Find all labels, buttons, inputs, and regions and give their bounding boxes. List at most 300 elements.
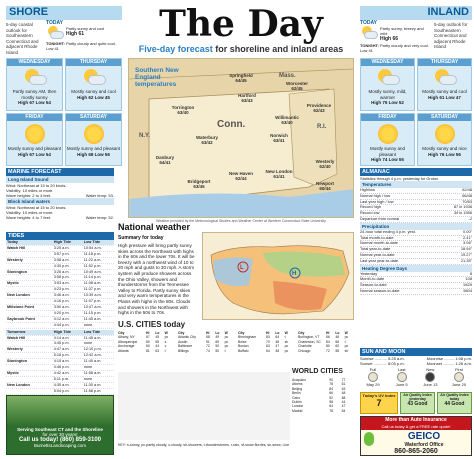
tide-row xyxy=(6,245,114,251)
tide-cell: 4:45 p.m. xyxy=(53,341,83,347)
tide-cell: 4:42 a.m. xyxy=(53,370,83,376)
shore-day-text: Mostly sunny and pleasant xyxy=(7,146,62,151)
map-city-temp: 60/44 xyxy=(319,186,331,191)
us-city-cell: 81 xyxy=(146,348,150,353)
regional-map xyxy=(128,58,354,218)
world-city-cell: Berlin xyxy=(292,391,301,396)
inland-day-text: Mostly sunny and cool xyxy=(422,89,467,94)
tide-cell: New London xyxy=(6,382,53,388)
sunset: Sunset ............ 8:05 p.m. xyxy=(360,361,405,366)
us-city-cell: c xyxy=(164,344,167,349)
svg-text:L: L xyxy=(240,265,244,271)
us-city-cell: pc xyxy=(224,344,229,349)
us-cities-header: U.S. CITIES today xyxy=(118,320,186,329)
tide-cell: 5:04 p.m. xyxy=(53,388,83,394)
map-city-temp: 63/41 xyxy=(273,138,285,143)
world-city-cell: Acapulco xyxy=(292,378,306,382)
us-city-row xyxy=(298,349,354,353)
ad-line2: for over 30 years! xyxy=(42,432,78,437)
map-city-temp: 62/43 xyxy=(313,108,325,113)
us-cities-column xyxy=(238,331,294,367)
tide-row xyxy=(6,359,114,365)
almanac-value: 19.27" xyxy=(460,251,472,257)
us-city-cell: 72 xyxy=(206,344,210,349)
us-city-cell: Atlantic City xyxy=(178,335,196,340)
national-text: High pressure will bring partly sunny skies across the Northeast with highs in the 60s and the lower 70s. It will be breezy with a northwest wind of 10 to 20 mph and gusts to 30 mph. A storm system will produce showers across the Ohio Valley, showers and thunderstorms from the Tennessee Valley to Florida. Partly sunny skies and very warm temperatures in the Plains with highs in the 80s. Clouds and showers in the Northwest with highs in the 50s to 70s. xyxy=(118,243,195,316)
tide-cell: 4:46 p.m. xyxy=(53,365,83,371)
us-city-row xyxy=(238,349,294,353)
map-city-name: Bridgeport xyxy=(187,179,211,184)
inland-today-text: Partly sunny, breezy and mild xyxy=(379,26,424,36)
map-city xyxy=(183,179,215,189)
marine-forecast xyxy=(6,168,114,230)
almanac-label: 24-hour total ending 4 p.m. yest. xyxy=(360,228,416,234)
moon-phase-date: June 5 xyxy=(395,382,408,387)
shore-note: 5-day coastal outlook for Southeastern Connecticut and adjacent Rhode Island xyxy=(6,22,39,55)
us-map-shapes xyxy=(203,233,354,320)
tide-cell: 3:25 a.m. xyxy=(53,245,83,251)
us-city-cell: 58 xyxy=(335,348,340,353)
almanac-row xyxy=(360,289,472,295)
almanac-label: Normal high / low xyxy=(360,192,391,198)
sunrise: Sunrise ........... 5:25 a.m. xyxy=(360,356,405,361)
map-city xyxy=(231,93,263,103)
tide-row xyxy=(6,382,114,388)
moon-icon xyxy=(425,372,435,382)
partly-sunny-icon xyxy=(23,69,47,87)
air-quality-box xyxy=(437,392,472,414)
partly-sunny-icon xyxy=(46,26,64,40)
marine-water-temp: Water temp: 53. xyxy=(85,193,114,198)
tide-row xyxy=(6,304,114,310)
air-quality-value: 43 Good xyxy=(407,401,428,407)
map-city-name: Springfield xyxy=(229,73,253,78)
tide-cell: 4:12 a.m. xyxy=(53,316,83,322)
tide-cell: 4:47 a.m. xyxy=(53,347,83,353)
map-city xyxy=(263,133,295,143)
inland-tonight xyxy=(360,43,432,53)
us-city-cell: pc xyxy=(284,348,289,353)
shore-day-label: WEDNESDAY xyxy=(7,59,62,66)
tide-cell xyxy=(6,322,53,328)
geico-top: More than Auto Insurance xyxy=(361,417,471,424)
air-quality-box xyxy=(400,392,435,414)
almanac-header: ALMANAC xyxy=(360,168,472,176)
map-city-name: Worcester xyxy=(286,81,308,86)
us-city-cell: 84 xyxy=(326,339,330,344)
us-city-cell: 49 xyxy=(215,335,220,340)
inland-day-label: FRIDAY xyxy=(361,114,414,121)
tide-cell: 11:14 p.m. xyxy=(83,275,114,281)
inland-day-label: WEDNESDAY xyxy=(361,59,414,66)
us-cities-col-label: W xyxy=(224,331,228,335)
us-city-cell: pc xyxy=(224,339,229,344)
us-cities-col-label: Hi xyxy=(266,331,270,335)
us-city-cell: 63 xyxy=(266,344,270,349)
uv-value: 7 xyxy=(376,398,382,408)
mass-label: Mass. xyxy=(279,73,296,79)
almanac-value: 18.94" xyxy=(460,246,472,252)
us-city-cell: 70 xyxy=(266,339,270,344)
us-city-cell: t xyxy=(344,339,346,344)
us-city-cell: Birmingham xyxy=(238,335,257,340)
marine-waves-row xyxy=(6,215,114,220)
map-city-temp: 63/45 xyxy=(193,184,205,189)
almanac-value: 21.35" xyxy=(460,257,472,263)
state-label: Conn. xyxy=(217,119,246,130)
map-city xyxy=(309,159,341,169)
inland-day-card xyxy=(360,113,415,166)
sun-icon xyxy=(25,124,45,144)
moon-phase xyxy=(389,367,415,387)
inland-day-text: Mostly sunny and nice xyxy=(422,146,467,151)
us-cities-column xyxy=(118,331,174,367)
map-city xyxy=(149,155,181,165)
uv-label: Today's UV Index xyxy=(362,393,396,398)
almanac-label: High/low xyxy=(360,187,375,192)
geico-office: Waterford Office xyxy=(404,441,444,448)
ad-phone: Call us today! (860) 859-3100 xyxy=(18,437,102,443)
us-cities-col-label: City xyxy=(118,331,125,335)
map-city-name: Norwich xyxy=(270,133,288,138)
uv-air-panel xyxy=(360,392,472,414)
us-city-cell: Boston xyxy=(238,344,249,349)
world-city-cell: 58 xyxy=(329,400,333,405)
us-city-cell: Anchorage xyxy=(118,344,135,349)
us-city-cell: t xyxy=(284,335,286,340)
partly-sunny-icon xyxy=(82,69,106,87)
marine-visibility: Visibility: 10 miles or more. xyxy=(6,188,54,193)
us-city-cell: 80 xyxy=(326,344,330,349)
inland-day-card xyxy=(360,58,415,111)
tide-cell: 4:16 p.m. xyxy=(53,299,83,305)
map-city-name: Newport xyxy=(316,181,334,186)
shore-day-card xyxy=(65,113,122,166)
tide-cell: 11:52 p.m. xyxy=(83,263,114,269)
tide-cell: 3:58 a.m. xyxy=(53,257,83,263)
tide-cell: 5:18 p.m. xyxy=(53,353,83,359)
us-city-cell: Buffalo xyxy=(238,348,249,353)
tide-row xyxy=(6,347,114,353)
tide-cell: Stonington xyxy=(6,269,53,275)
us-city-cell: Charleston, SC xyxy=(298,339,321,344)
tide-cell: 4:30 p.m. xyxy=(53,263,83,269)
tide-cell: Saybrook Point xyxy=(6,316,53,322)
world-city-row xyxy=(292,409,354,413)
almanac-value: 5429 xyxy=(463,282,472,288)
marine-section-title: Block Island waters xyxy=(6,198,114,205)
marine-header: MARINE FORECAST xyxy=(6,168,114,176)
tides-header: TIDES xyxy=(6,232,114,240)
shore-day-text: Mostly sunny and cool xyxy=(71,89,116,94)
almanac-label: Departure from normal xyxy=(360,215,400,221)
us-city-cell: 80 xyxy=(146,339,150,344)
shore-header: SHORE xyxy=(6,6,122,20)
us-cities-col-label: Lo xyxy=(155,331,160,335)
tide-cell: Westerly xyxy=(6,347,53,353)
world-city-cell: 44 xyxy=(341,400,346,405)
tide-row xyxy=(6,322,114,328)
tide-cell: 12:42 a.m. xyxy=(83,353,114,359)
marine-waves: Wave heights: 2 to 4 feet. xyxy=(6,193,52,198)
tide-row xyxy=(6,293,114,299)
almanac-label: Normal month-to-date xyxy=(360,240,398,246)
almanac-value: 66/48 xyxy=(462,192,472,198)
almanac-value: 8 xyxy=(469,270,472,276)
map-city-temp: 63/42 xyxy=(201,140,213,145)
us-city-cell: Austin xyxy=(178,339,188,344)
us-city-cell: 68 xyxy=(206,335,210,340)
us-city-cell: Albany, NY xyxy=(118,335,135,340)
tide-cell: 3:46 a.m. xyxy=(53,293,83,299)
shore-day-text: Partly sunny AM, then mostly sunny xyxy=(12,89,57,100)
tide-cell: 11:18 p.m. xyxy=(83,251,114,257)
map-city xyxy=(281,81,313,91)
moon-phase-date: May 29 xyxy=(366,382,380,387)
tide-cell: Stonington xyxy=(6,359,53,365)
tide-cell: 3:58 p.m. xyxy=(53,275,83,281)
us-city-cell: Boise xyxy=(238,339,247,344)
almanac-label: Last year year-to-date xyxy=(360,257,399,263)
moon-phase-name: New xyxy=(426,367,435,372)
us-cities-col-label: Lo xyxy=(275,331,280,335)
moon-phase xyxy=(417,367,443,387)
map-city-temp: 62/45 xyxy=(291,86,303,91)
moon-phase-date: June 13 xyxy=(423,382,438,387)
partly-sunny-icon xyxy=(360,26,378,40)
tide-cell: 11:07 p.m. xyxy=(83,299,114,305)
us-city-cell: Burlington, VT xyxy=(298,335,320,340)
tide-cell: 11:58 a.m. xyxy=(83,370,114,376)
us-cities-column xyxy=(178,331,234,367)
shore-day-label: FRIDAY xyxy=(7,114,62,121)
tide-cell: Westerly xyxy=(6,257,53,263)
tide-row xyxy=(6,316,114,322)
almanac-panel xyxy=(360,168,472,346)
air-quality-value: 44 Good xyxy=(444,401,465,407)
world-city-cell: 64 xyxy=(329,404,333,409)
tide-cell: none xyxy=(83,341,114,347)
almanac-label: Total month-to-date xyxy=(360,234,394,240)
us-cities-col-label: City xyxy=(238,331,245,335)
tide-cell: 4:20 p.m. xyxy=(53,310,83,316)
ad-garden-image xyxy=(7,396,113,426)
world-city-cell: 48 xyxy=(341,391,346,396)
inland-today-temp: High 66 xyxy=(379,36,399,42)
shore-tonight xyxy=(46,41,122,51)
tides-column-header: Low Tide xyxy=(83,330,114,335)
tide-cell: Mystic xyxy=(6,370,53,376)
map-city-name: Hartford xyxy=(238,93,256,98)
almanac-label: Record high xyxy=(360,204,381,210)
tide-cell: 11:30 a.m. xyxy=(83,382,114,388)
map-city xyxy=(191,135,223,145)
tide-cell: Watch Hill xyxy=(6,245,53,251)
marine-wind: Wind: Northeast at 15 to 20 knots. xyxy=(6,183,67,188)
us-map xyxy=(202,232,354,320)
shore-today-temp: High 61 xyxy=(66,31,85,37)
us-city-cell: 45 xyxy=(155,335,160,340)
us-city-row xyxy=(118,349,174,353)
map-city xyxy=(263,169,295,179)
moon-icon xyxy=(397,372,407,382)
shore-tonight-label: TONIGHT: xyxy=(46,41,65,46)
sun-icon xyxy=(435,124,455,144)
tides-column-header: Today xyxy=(6,240,53,245)
tide-cell: 5:11 p.m. xyxy=(53,376,83,382)
map-city xyxy=(225,171,257,181)
us-city-cell: 50 xyxy=(215,344,220,349)
tide-cell: 3:53 a.m. xyxy=(53,281,83,287)
tides-column-header: High Tide xyxy=(53,330,83,335)
sun-moon-panel xyxy=(360,348,472,388)
tides-column-header: High Tide xyxy=(53,240,83,245)
us-city-cell: 67 xyxy=(146,335,150,340)
world-city-cell: 63 xyxy=(341,386,346,391)
shore-day-card xyxy=(6,58,63,111)
us-cities-col-label: Lo xyxy=(335,331,340,335)
map-city-temp: 61/41 xyxy=(273,174,285,179)
five-day-title xyxy=(128,44,354,56)
shore-day-temp: High 67 Low 54 xyxy=(18,100,51,105)
tide-cell: 3:26 a.m. xyxy=(53,269,83,275)
us-cities-column xyxy=(298,331,354,367)
geico-brand: GEICO xyxy=(407,430,441,442)
almanac-precip-title: Precipitation xyxy=(360,223,472,230)
moon-phase xyxy=(360,367,386,387)
tides-panel xyxy=(6,232,114,392)
tide-cell: 10:54 a.m. xyxy=(83,245,114,251)
map-city-temp: 62/40 xyxy=(319,164,331,169)
partly-sunny-icon xyxy=(433,69,457,87)
sun-icon xyxy=(378,124,398,144)
air-quality-label: Air Quality Index today xyxy=(440,393,469,401)
ad-url: BurnettsLandscaping.com xyxy=(33,443,87,448)
world-city-cell: 61 xyxy=(341,382,346,387)
sun-moon-header: SUN AND MOON xyxy=(360,348,472,356)
us-cities-col-label: W xyxy=(344,331,348,335)
inland-today xyxy=(360,20,432,56)
map-city-name: Waterbury xyxy=(195,135,219,140)
us-city-cell: 47 xyxy=(275,344,280,349)
almanac-value: 108 xyxy=(465,276,472,282)
tide-cell: none xyxy=(83,322,114,328)
us-city-cell: 69 xyxy=(215,339,220,344)
inland-day-text: Mostly sunny and pleasant xyxy=(369,146,406,157)
shore-day-temp: High 67 Low 54 xyxy=(18,151,51,157)
ri-label: R.I. xyxy=(317,124,327,130)
five-day-lead: Five-day forecast xyxy=(138,44,213,54)
tide-cell: 10:39 a.m. xyxy=(83,293,114,299)
tide-cell: 11:22 a.m. xyxy=(83,257,114,263)
moon-phase xyxy=(446,367,472,387)
tide-cell: 4:14 a.m. xyxy=(53,335,83,341)
map-city-temp: 62/44 xyxy=(235,176,247,181)
us-city-cell: 48 xyxy=(275,348,280,353)
inland-day-temp: High 61 Low 47 xyxy=(428,94,461,100)
us-city-cell: pc xyxy=(164,335,169,340)
geico-top2: Call us today & get a FREE rate quote! xyxy=(361,424,471,430)
us-city-cell: t xyxy=(164,348,166,353)
us-cities-col-label: Hi xyxy=(326,331,330,335)
us-city-row xyxy=(178,349,234,353)
inland-forecast-grid xyxy=(360,58,472,166)
shore-day-label: THURSDAY xyxy=(66,59,121,66)
tide-cell: 4:44 p.m. xyxy=(53,322,83,328)
us-city-cell: 50 xyxy=(215,348,220,353)
tides-column-header: Low Tide xyxy=(83,240,114,245)
us-city-cell: 83 xyxy=(266,335,270,340)
map-city xyxy=(271,115,303,125)
almanac-hdd-title: Heating Degree Days xyxy=(360,265,472,272)
us-cities-table xyxy=(118,331,354,367)
inland-tonight-label: TONIGHT: xyxy=(360,43,379,48)
inland-day-temp: High 75 Low 52 xyxy=(371,100,404,105)
map-title: Southern New England temperatures xyxy=(135,67,179,88)
world-city-cell: Madrid xyxy=(292,408,303,413)
marine-wind: Wind: Northeast at 15 to 20 knots. xyxy=(6,205,67,210)
tide-cell: 11:37 p.m. xyxy=(83,287,114,293)
almanac-value: -2 xyxy=(468,215,472,221)
shore-day-card xyxy=(65,58,122,111)
shore-today-text: Partly sunny and cool xyxy=(66,26,105,31)
us-city-cell: pc xyxy=(224,335,229,340)
almanac-value: 62/48 xyxy=(462,187,472,192)
marine-water-temp: Water temp: 52. xyxy=(85,215,114,220)
map-city-name: New London xyxy=(265,169,293,174)
tide-cell: 12:10 p.m. xyxy=(83,347,114,353)
geico-ad[interactable] xyxy=(360,416,472,456)
world-city-cell: 77 xyxy=(341,378,346,382)
us-city-cell: 46 xyxy=(335,335,340,340)
tide-cell: Watch Hill xyxy=(6,335,53,341)
inland-day-label: THURSDAY xyxy=(418,59,471,66)
us-city-cell: 48 xyxy=(275,339,280,344)
world-city-cell: 68 xyxy=(341,395,346,400)
map-city-name: Westerly xyxy=(315,159,335,164)
moon-phase-name: Full xyxy=(369,367,377,372)
us-cities-continued xyxy=(118,372,290,440)
tide-cell: 4:23 p.m. xyxy=(53,287,83,293)
tide-cell: Millstone Point xyxy=(6,304,53,310)
world-city-cell: Athens xyxy=(292,382,303,387)
map-caption: Weather provided by the Meteorological Studies and Weather Center at Western Connecticut State University xyxy=(156,219,326,223)
landscaping-ad[interactable] xyxy=(6,395,114,455)
tide-row xyxy=(6,269,114,275)
us-cities-col-label: W xyxy=(284,331,288,335)
shore-day-card xyxy=(6,113,63,166)
tide-cell: 11:45 a.m. xyxy=(83,335,114,341)
inland-day-card xyxy=(417,58,472,111)
world-city-cell: Cairo xyxy=(292,395,301,400)
tide-cell: 11:15 p.m. xyxy=(83,310,114,316)
tide-cell: New London xyxy=(6,293,53,299)
us-city-cell: sh xyxy=(344,348,349,353)
tide-cell: 10:47 a.m. xyxy=(83,304,114,310)
tide-cell: 4:15 a.m. xyxy=(53,359,83,365)
geico-phone: 860-865-2060 xyxy=(394,448,438,455)
tide-cell: 10:49 a.m. xyxy=(83,269,114,275)
tides-column-header: Tomorrow xyxy=(6,330,53,335)
inland-day-temp: High 76 Low 56 xyxy=(428,151,461,157)
map-city-temp: 63/40 xyxy=(281,120,293,125)
almanac-value: 0.00" xyxy=(463,228,472,234)
us-city-cell: t xyxy=(224,348,226,353)
us-cities-col-label: Hi xyxy=(146,331,150,335)
map-city-name: Danbury xyxy=(155,155,175,160)
inland-note: 5-day outlook for Southeastern Connecticut and adjacent Rhode Island xyxy=(434,22,468,49)
map-city-name: New Haven xyxy=(228,171,253,176)
